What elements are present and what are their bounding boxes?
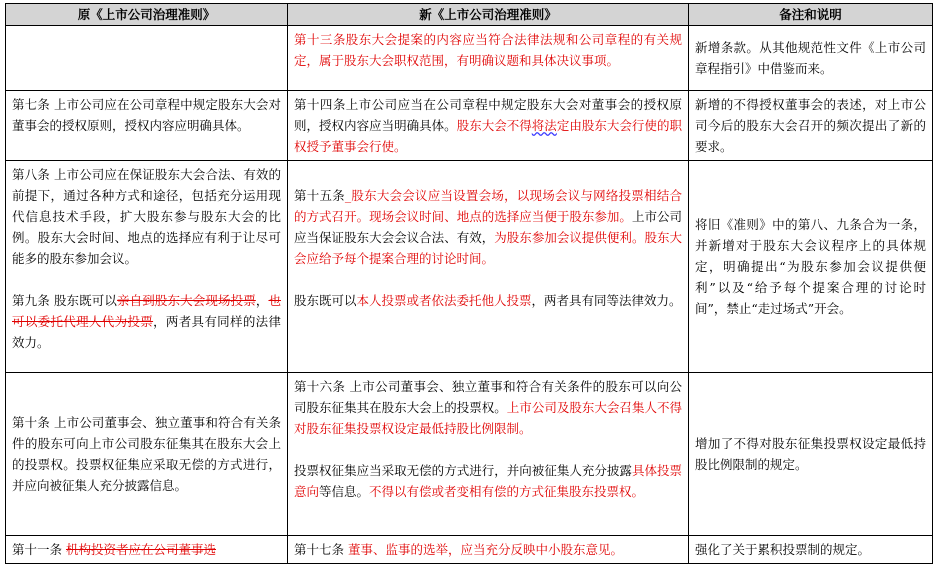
deleted-text: 也可以委托代理人代为投票 — [12, 293, 281, 329]
new-cell — [288, 373, 689, 536]
new-text: 第十四条上市公司应当在公司章程中规定股东大会对董事会的授权原则，授权内容应当明确具体。 — [294, 97, 682, 133]
old-cell — [6, 161, 288, 373]
comparison-table — [5, 3, 933, 564]
deleted-text: 亲自到股东大会现场投票 — [117, 293, 256, 308]
new-cell: 第十七条 董事、监事的选举，应当充分反映中小股东意见。 — [288, 536, 689, 564]
old-article-8: 第八条 上市公司应在保证股东大会合法、有效的前提下，通过各种方式和途径，包括充分运用现代信息技术手段，扩大股东参与股东大会的比例。股东大会时间、地点的选择应有利于让尽可能多的股东参加会议。 — [12, 167, 281, 266]
note-cell: 增加了不得对股东征集投票权设定最低持股比例限制的规定。 — [689, 373, 933, 536]
new-cell — [288, 91, 689, 161]
header-row — [6, 4, 933, 26]
new-text-red-spellcheck: 将法 — [531, 118, 557, 133]
new-text-red: 为股东参加会议提供便利。股东大会应给予每个提案合理的讨论时间。 — [294, 230, 682, 266]
old-article-9: 第九条 股东既可以亲自到股东大会现场投票，也可以委托代理人代为投票，两者具有同样的法律效力。 — [12, 293, 281, 350]
note-cell: 强化了关于累积投票制的规定。 — [689, 536, 933, 564]
new-text-red: 具体投票意向 — [294, 463, 682, 499]
deleted-text: 机构投资者应在公司董事选 — [65, 542, 216, 557]
new-text-red: 董事、监事的选举，应当充分反映中小股东意见。 — [347, 542, 623, 557]
note-cell: 新增条款。从其他规范性文件《上市公司章程指引》中借鉴而来。 — [689, 26, 933, 91]
table-row — [6, 536, 933, 564]
old-cell: 第七条 上市公司应在公司章程中规定股东大会对董事会的授权原则，授权内容应明确具体。 — [6, 91, 288, 161]
new-text-red: 本人投票或者依法委托他人投票 — [356, 293, 532, 308]
new-text-red: 不得以有偿或者变相有偿的方式征集股东投票权。 — [369, 484, 645, 499]
old-cell: 第十条 上市公司董事会、独立董事和符合有关条件的股东可向上市公司股东征集其在股东大会上的投票权。投票权征集应采取无偿的方式进行，并应向被征集人充分披露信息。 — [6, 373, 288, 536]
new-text-red: 定由股东大会行使的职权授予董事会行使。 — [294, 118, 682, 154]
new-cell — [288, 26, 689, 91]
header-old: 原《上市公司治理准则》 — [6, 4, 288, 26]
new-text-red: _股东大会会议应当设置会场，以现场会议与网络投票相结合的方式召开。现场会议时间、地点的选择应当便于股东参加。 — [294, 188, 682, 224]
new-text-red: 上市公司及股东大会召集人不得对股东征集投票权设定最低持股比例限制。 — [294, 400, 682, 436]
new-article-15: 第十五条_股东大会会议应当设置会场，以现场会议与网络投票相结合的方式召开。现场会议时间、地点的选择应当便于股东参加。上市公司应当保证股东大会会议合法、有效，为股东参加会议提供便利。股东大会应给予每个提案合理的讨论时间。 — [294, 188, 682, 266]
old-cell: 第十一条 机构投资者应在公司董事选 — [6, 536, 288, 564]
table-row — [6, 26, 933, 91]
table-row — [6, 161, 933, 373]
table-row — [6, 91, 933, 161]
table-row — [6, 373, 933, 536]
old-cell — [6, 26, 288, 91]
header-new: 新《上市公司治理准则》 — [288, 4, 689, 26]
note-cell: 将旧《准则》中的第八、九条合为一条，并新增对于股东大会议程序上的具体规定，明确提出“为股东参加会议提供便利”以及“给予每个提案合理的讨论时间”，禁止“走过场式”开会。 — [689, 161, 933, 373]
new-article-15-para2: 股东既可以本人投票或者依法委托他人投票，两者具有同等法律效力。 — [294, 293, 682, 308]
note-cell: 新增的不得授权董事会的表述，对上市公司今后的股东大会召开的频次提出了新的要求。 — [689, 91, 933, 161]
new-cell — [288, 161, 689, 373]
header-notes: 备注和说明 — [689, 4, 933, 26]
new-text-red: 第十三条股东大会提案的内容应当符合法律法规和公司章程的有关规定，属于股东大会职权范围，有明确议题和具体决议事项。 — [294, 32, 682, 68]
new-text-red: 股东大会不得 — [456, 118, 532, 133]
new-article-16: 第十六条 上市公司董事会、独立董事和符合有关条件的股东可以向公司股东征集其在股东大会上的投票权。上市公司及股东大会召集人不得对股东征集投票权设定最低持股比例限制。 — [294, 379, 682, 436]
new-article-16-para2: 投票权征集应当采取无偿的方式进行，并向被征集人充分披露具体投票意向等信息。不得以有偿或者变相有偿的方式征集股东投票权。 — [294, 463, 682, 499]
